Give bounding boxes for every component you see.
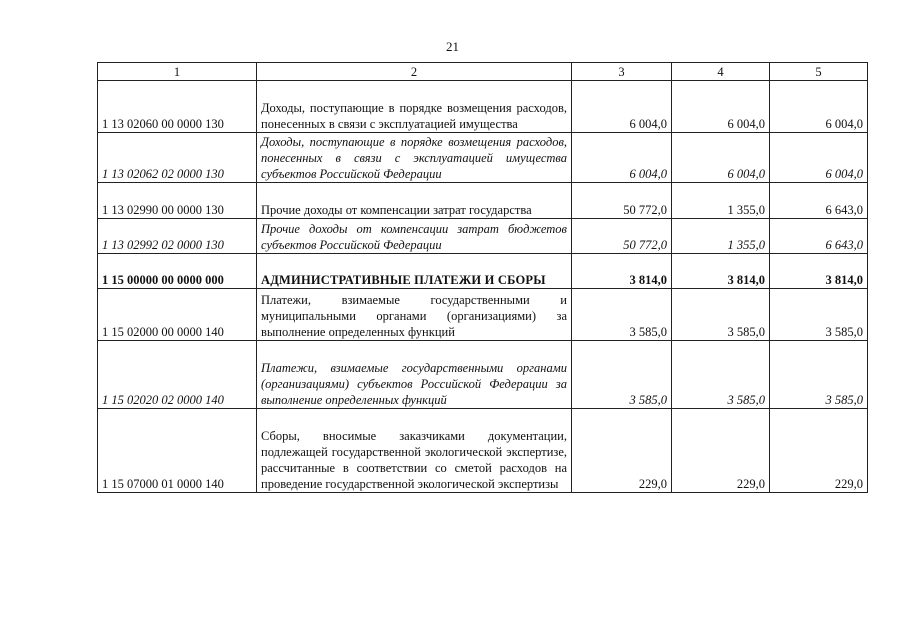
row-value-4: 1 355,0: [672, 219, 770, 254]
page-number: 21: [446, 39, 459, 54]
revenue-table: [97, 62, 868, 493]
row-name: Сборы, вносимые заказчиками документации, подлежащей государственной экологической экспертизе, рассчитанные в соответствии со сметой расходов на проведение государственной экологической экспертизы: [257, 409, 572, 493]
table-row: [98, 81, 868, 133]
row-name: Платежи, взимаемые государственными органами (организациями) субъектов Российской Федерации за выполнение определенных функций: [257, 341, 572, 409]
row-value-5: 6 643,0: [770, 183, 868, 219]
row-value-3: 6 004,0: [572, 133, 672, 183]
row-code: 1 13 02990 00 0000 130: [98, 183, 257, 219]
table-row: [98, 409, 868, 493]
column-header-5: 5: [770, 63, 868, 81]
row-code: 1 13 02992 02 0000 130: [98, 219, 257, 254]
row-code: 1 13 02062 02 0000 130: [98, 133, 257, 183]
row-value-5: 3 814,0: [770, 254, 868, 289]
row-code: 1 13 02060 00 0000 130: [98, 81, 257, 133]
row-value-3: 229,0: [572, 409, 672, 493]
row-name: Доходы, поступающие в порядке возмещения расходов, понесенных в связи с эксплуатацией имущества субъектов Российской Федерации: [257, 133, 572, 183]
table-row-section: [98, 254, 868, 289]
row-name: Прочие доходы от компенсации затрат бюджетов субъектов Российской Федерации: [257, 219, 572, 254]
table-row: [98, 219, 868, 254]
row-value-3: 6 004,0: [572, 81, 672, 133]
row-value-5: 6 643,0: [770, 219, 868, 254]
row-value-4: 229,0: [672, 409, 770, 493]
table-row: [98, 341, 868, 409]
table-row: [98, 289, 868, 341]
table-row: [98, 133, 868, 183]
row-name: АДМИНИСТРАТИВНЫЕ ПЛАТЕЖИ И СБОРЫ: [257, 254, 572, 289]
column-header-2: 2: [257, 63, 572, 81]
row-value-4: 3 585,0: [672, 341, 770, 409]
table-header-row: [98, 63, 868, 81]
row-code: 1 15 02000 00 0000 140: [98, 289, 257, 341]
row-value-5: 3 585,0: [770, 341, 868, 409]
row-value-5: 3 585,0: [770, 289, 868, 341]
row-name: Прочие доходы от компенсации затрат государства: [257, 183, 572, 219]
row-value-5: 229,0: [770, 409, 868, 493]
table-row: [98, 183, 868, 219]
column-header-3: 3: [572, 63, 672, 81]
row-code: 1 15 00000 00 0000 000: [98, 254, 257, 289]
row-value-5: 6 004,0: [770, 81, 868, 133]
row-value-4: 6 004,0: [672, 81, 770, 133]
column-header-4: 4: [672, 63, 770, 81]
row-value-3: 50 772,0: [572, 183, 672, 219]
row-name: Платежи, взимаемые государственными и муниципальными органами (организациями) за выполнение определенных функций: [257, 289, 572, 341]
row-value-4: 3 814,0: [672, 254, 770, 289]
row-value-3: 3 585,0: [572, 289, 672, 341]
row-code: 1 15 07000 01 0000 140: [98, 409, 257, 493]
column-header-1: 1: [98, 63, 257, 81]
row-value-3: 3 814,0: [572, 254, 672, 289]
row-value-4: 3 585,0: [672, 289, 770, 341]
row-value-4: 1 355,0: [672, 183, 770, 219]
row-code: 1 15 02020 02 0000 140: [98, 341, 257, 409]
row-value-5: 6 004,0: [770, 133, 868, 183]
row-value-4: 6 004,0: [672, 133, 770, 183]
row-name: Доходы, поступающие в порядке возмещения расходов, понесенных в связи с эксплуатацией имущества: [257, 81, 572, 133]
row-value-3: 50 772,0: [572, 219, 672, 254]
row-value-3: 3 585,0: [572, 341, 672, 409]
